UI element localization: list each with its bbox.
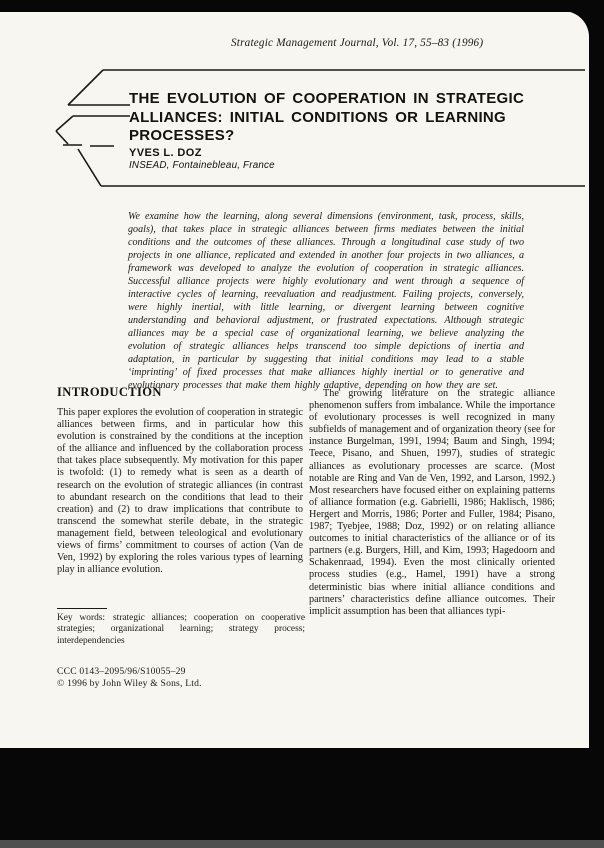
- article-title: [129, 90, 549, 146]
- copyright-line: © 1996 by John Wiley & Sons, Ltd.: [57, 678, 202, 689]
- intro-left-column-text: This paper explores the evolution of cooperation in strategic alliances between firms, and in particular how this evolution is constrained by the conditions at the inception of the alliance and influenced by the collaboration process that takes place subsequently. My motivation for this paper is twofold: (1) to remedy what is seen as a dearth of research on the evolution of strategic alliances (in contrast to abundant research on the conditions that lead to their creation) and (2) to draw implications that contribute to transcend the somewhat sterile debate, in the strategic management field, between teleological and evolutionary views of firms’ commitment to courses of action (Van de Ven, 1992) by exploring the roles various types of learning play in alliance evolution.: [57, 407, 303, 576]
- abstract-text: We examine how the learning, along several dimensions (environment, task, process, skills, goals), that takes place in strategic alliances between firms mediates between the initial conditions and the outcomes of these alliances. Through a longitudinal case study of two projects in one alliance, replicated and extended in another four projects in two alliances, a framework was developed to analyze the evolution of cooperation in strategic alliances. Successful alliance projects were highly evolutionary and went through a sequence of interactive cycles of learning, reevaluation and readjustment. Failing projects, conversely, were highly inertial, with little learning, or divergent learning between cognitive understanding and behavioral adjustment, or frustrated expectations. Although strategic alliances may be a special case of organizational learning, we believe analyzing the evolution of strategic alliances helps transcend too simple depictions of inertia and adaptation, in particular by suggesting that initial conditions may lead to a stable ‘imprinting’ of fixed processes that make alliances highly inertial or to generative and evolutionary processes that make them highly adaptive, depending on how they are set.: [128, 211, 524, 391]
- scan-artifact-bottom: [0, 748, 604, 848]
- keywords-text: strategic alliances; cooperation on cooperative strategies; organizational learning; strategy process; interdependencies: [57, 613, 305, 646]
- article-title-line-1: THE EVOLUTION OF COOPERATION IN STRATEGIC: [129, 90, 525, 107]
- keywords-divider: [57, 608, 107, 609]
- journal-citation-line: Strategic Management Journal, Vol. 17, 55–83 (1996): [231, 37, 484, 49]
- article-title-line-2: ALLIANCES: INITIAL CONDITIONS OR LEARNING: [129, 108, 507, 126]
- scan-artifact-bottom-smudge: [0, 840, 604, 848]
- author-affiliation: INSEAD, Fontainebleau, France: [129, 160, 275, 171]
- ccc-code-line: CCC 0143–2095/96/S10055–29: [57, 666, 186, 677]
- article-title-line-3: PROCESSES?: [129, 127, 235, 144]
- intro-right-column-text: The growing literature on the strategic alliance phenomenon suffers from imbalance. While the importance of evolutionary processes is well recognized in many subfields of management and of organization theory (see for instance Burgelman, 1991, 1994; Baum and Singh, 1994; Teece, Pisano, and Shuen, 1997), studies of strategic alliances as evolutionary processes are scarce. (Most notable are Ring and Van de Ven, 1992, and Larson, 1992.) Most researchers have focused either on explaining patterns of alliance formation (e.g. Gabrielli, 1986; Haklisch, 1986; Hergert and Morris, 1986; Porter and Fuller, 1984; Pisano, 1987; Tyebjee, 1988; Doz, 1992) or on relating alliance outcomes to initial characteristics of the alliance or of its partners (e.g. Burgers, Hill, and Kim, 1993; Hagedoorn and Schakenraad, 1994). Even the most clinically oriented process studies (e.g., Hamel, 1991) have a strong deterministic bias where initial alliance conditions and partners’ characteristics define alliance outcomes. Their implicit assumption has been that alliances typi-: [309, 388, 555, 617]
- introduction-heading: INTRODUCTION: [57, 385, 162, 399]
- keywords-note: [57, 613, 305, 647]
- author-name: YVES L. DOZ: [129, 147, 202, 159]
- keywords-label: Key words:: [57, 613, 106, 623]
- scan-artifact-right: [589, 0, 604, 848]
- scan-artifact-top: [0, 0, 604, 12]
